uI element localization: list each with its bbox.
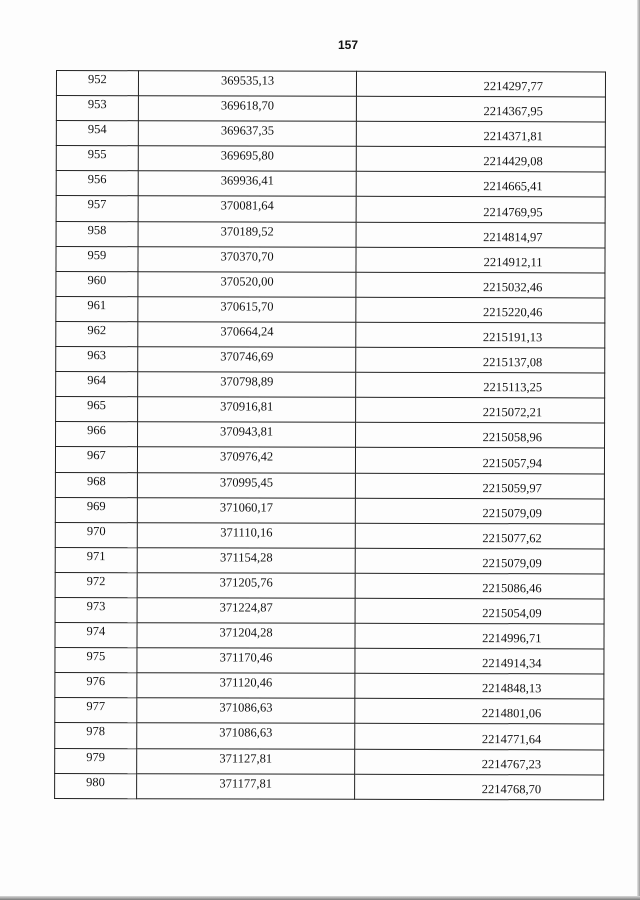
- y-coordinate-cell: 2215137,08: [356, 347, 605, 373]
- y-coordinate-cell: 2214996,71: [355, 623, 604, 649]
- x-coordinate-cell: 370746,69: [138, 347, 357, 373]
- y-coordinate-cell: 2214371,81: [357, 121, 606, 147]
- table-row: [56, 372, 605, 399]
- x-coordinate-cell: 369618,70: [138, 96, 357, 122]
- point-number-cell: 958: [56, 221, 138, 246]
- y-coordinate-cell: 2215057,94: [356, 448, 605, 474]
- y-coordinate-cell: 2214429,08: [357, 147, 606, 173]
- point-number-cell: 972: [55, 572, 137, 597]
- point-number-cell: 954: [56, 121, 138, 146]
- y-coordinate-cell: 2215059,97: [356, 473, 605, 499]
- table-row: [55, 572, 604, 599]
- table-row: [55, 547, 604, 574]
- point-number-cell: 955: [56, 146, 138, 171]
- x-coordinate-cell: 371205,76: [137, 573, 356, 599]
- coordinates-table-body: [55, 71, 606, 800]
- x-coordinate-cell: 371154,28: [137, 547, 356, 573]
- x-coordinate-cell: 371086,63: [137, 723, 356, 749]
- x-coordinate-cell: 371204,28: [137, 623, 356, 649]
- x-coordinate-cell: 370189,52: [138, 221, 357, 247]
- table-row: [56, 397, 605, 424]
- y-coordinate-cell: 2215086,46: [355, 573, 604, 599]
- y-coordinate-cell: 2215058,96: [356, 423, 605, 449]
- point-number-cell: 967: [55, 447, 137, 472]
- y-coordinate-cell: 2215079,09: [356, 548, 605, 574]
- y-coordinate-cell: 2215032,46: [356, 272, 605, 298]
- point-number-cell: 959: [56, 246, 138, 271]
- x-coordinate-cell: 370943,81: [137, 422, 356, 448]
- table-row: [55, 623, 604, 650]
- table-row: [56, 96, 605, 123]
- y-coordinate-cell: 2214297,77: [357, 71, 606, 97]
- table-row: [55, 673, 604, 700]
- y-coordinate-cell: 2214767,23: [355, 749, 604, 775]
- table-row: [56, 321, 605, 348]
- x-coordinate-cell: 369637,35: [138, 121, 357, 147]
- point-number-cell: 956: [56, 171, 138, 196]
- page-number: 157: [337, 38, 359, 52]
- y-coordinate-cell: 2215220,46: [356, 297, 605, 323]
- y-coordinate-cell: 2215072,21: [356, 398, 605, 424]
- table-row: [55, 597, 604, 624]
- point-number-cell: 964: [56, 372, 138, 397]
- point-number-cell: 963: [56, 347, 138, 372]
- table-row: [56, 196, 605, 223]
- y-coordinate-cell: 2214914,34: [355, 648, 604, 674]
- x-coordinate-cell: 371060,17: [137, 497, 356, 523]
- point-number-cell: 952: [56, 71, 138, 96]
- table-row: [55, 773, 604, 800]
- y-coordinate-cell: 2214912,11: [356, 247, 605, 273]
- table-row: [55, 497, 604, 524]
- x-coordinate-cell: 371170,46: [137, 648, 356, 674]
- coordinates-table: [54, 70, 606, 800]
- y-coordinate-cell: 2214801,06: [355, 699, 604, 725]
- point-number-cell: 971: [55, 547, 137, 572]
- y-coordinate-cell: 2214665,41: [357, 172, 606, 198]
- point-number-cell: 970: [55, 522, 137, 547]
- y-coordinate-cell: 2215077,62: [356, 523, 605, 549]
- table-row: [56, 146, 605, 173]
- point-number-cell: 979: [55, 748, 137, 773]
- table-row: [56, 296, 605, 323]
- point-number-cell: 977: [55, 698, 137, 723]
- x-coordinate-cell: 370081,64: [138, 196, 357, 222]
- table-row: [56, 246, 605, 273]
- point-number-cell: 966: [56, 422, 138, 447]
- table-row: [55, 447, 604, 474]
- x-coordinate-cell: 371177,81: [136, 773, 355, 799]
- point-number-cell: 973: [55, 597, 137, 622]
- table-row: [55, 723, 604, 750]
- y-coordinate-cell: 2215191,13: [356, 322, 605, 348]
- table-row: [56, 271, 605, 298]
- y-coordinate-cell: 2215113,25: [356, 372, 605, 398]
- x-coordinate-cell: 371086,63: [137, 698, 356, 724]
- x-coordinate-cell: 371127,81: [136, 748, 355, 774]
- point-number-cell: 978: [55, 723, 137, 748]
- x-coordinate-cell: 370976,42: [137, 447, 356, 473]
- x-coordinate-cell: 370916,81: [137, 397, 356, 423]
- y-coordinate-cell: 2214771,64: [355, 724, 604, 750]
- point-number-cell: 962: [56, 321, 138, 346]
- y-coordinate-cell: 2214367,95: [357, 96, 606, 122]
- x-coordinate-cell: 369535,13: [138, 71, 357, 97]
- y-coordinate-cell: 2215054,09: [355, 598, 604, 624]
- x-coordinate-cell: 370664,24: [138, 322, 357, 348]
- y-coordinate-cell: 2214814,97: [356, 222, 605, 248]
- x-coordinate-cell: 370615,70: [138, 297, 357, 323]
- table-row: [56, 121, 605, 148]
- x-coordinate-cell: 371110,16: [137, 522, 356, 548]
- x-coordinate-cell: 370370,70: [138, 246, 357, 272]
- table-row: [56, 221, 605, 248]
- table-row: [56, 347, 605, 374]
- x-coordinate-cell: 369695,80: [138, 146, 357, 172]
- y-coordinate-cell: 2214768,70: [355, 774, 604, 800]
- y-coordinate-cell: 2215079,09: [356, 498, 605, 524]
- x-coordinate-cell: 370520,00: [138, 271, 357, 297]
- point-number-cell: 957: [56, 196, 138, 221]
- table-row: [56, 71, 605, 98]
- point-number-cell: 968: [55, 472, 137, 497]
- table-row: [55, 698, 604, 725]
- point-number-cell: 960: [56, 271, 138, 296]
- table-row: [55, 522, 604, 549]
- x-coordinate-cell: 369936,41: [138, 171, 357, 197]
- y-coordinate-cell: 2214769,95: [356, 197, 605, 223]
- point-number-cell: 965: [56, 397, 138, 422]
- scan-edge-bottom: [0, 896, 640, 900]
- x-coordinate-cell: 370798,89: [137, 372, 356, 398]
- table-row: [56, 171, 605, 198]
- y-coordinate-cell: 2214848,13: [355, 674, 604, 700]
- point-number-cell: 976: [55, 673, 137, 698]
- x-coordinate-cell: 370995,45: [137, 472, 356, 498]
- x-coordinate-cell: 371120,46: [137, 673, 356, 699]
- point-number-cell: 953: [56, 96, 138, 121]
- point-number-cell: 975: [55, 648, 137, 673]
- point-number-cell: 980: [55, 773, 137, 798]
- point-number-cell: 961: [56, 296, 138, 321]
- point-number-cell: 974: [55, 623, 137, 648]
- table-row: [55, 472, 604, 499]
- table-row: [55, 648, 604, 675]
- point-number-cell: 969: [55, 497, 137, 522]
- table-row: [56, 422, 605, 449]
- x-coordinate-cell: 371224,87: [137, 598, 356, 624]
- table-row: [55, 748, 604, 775]
